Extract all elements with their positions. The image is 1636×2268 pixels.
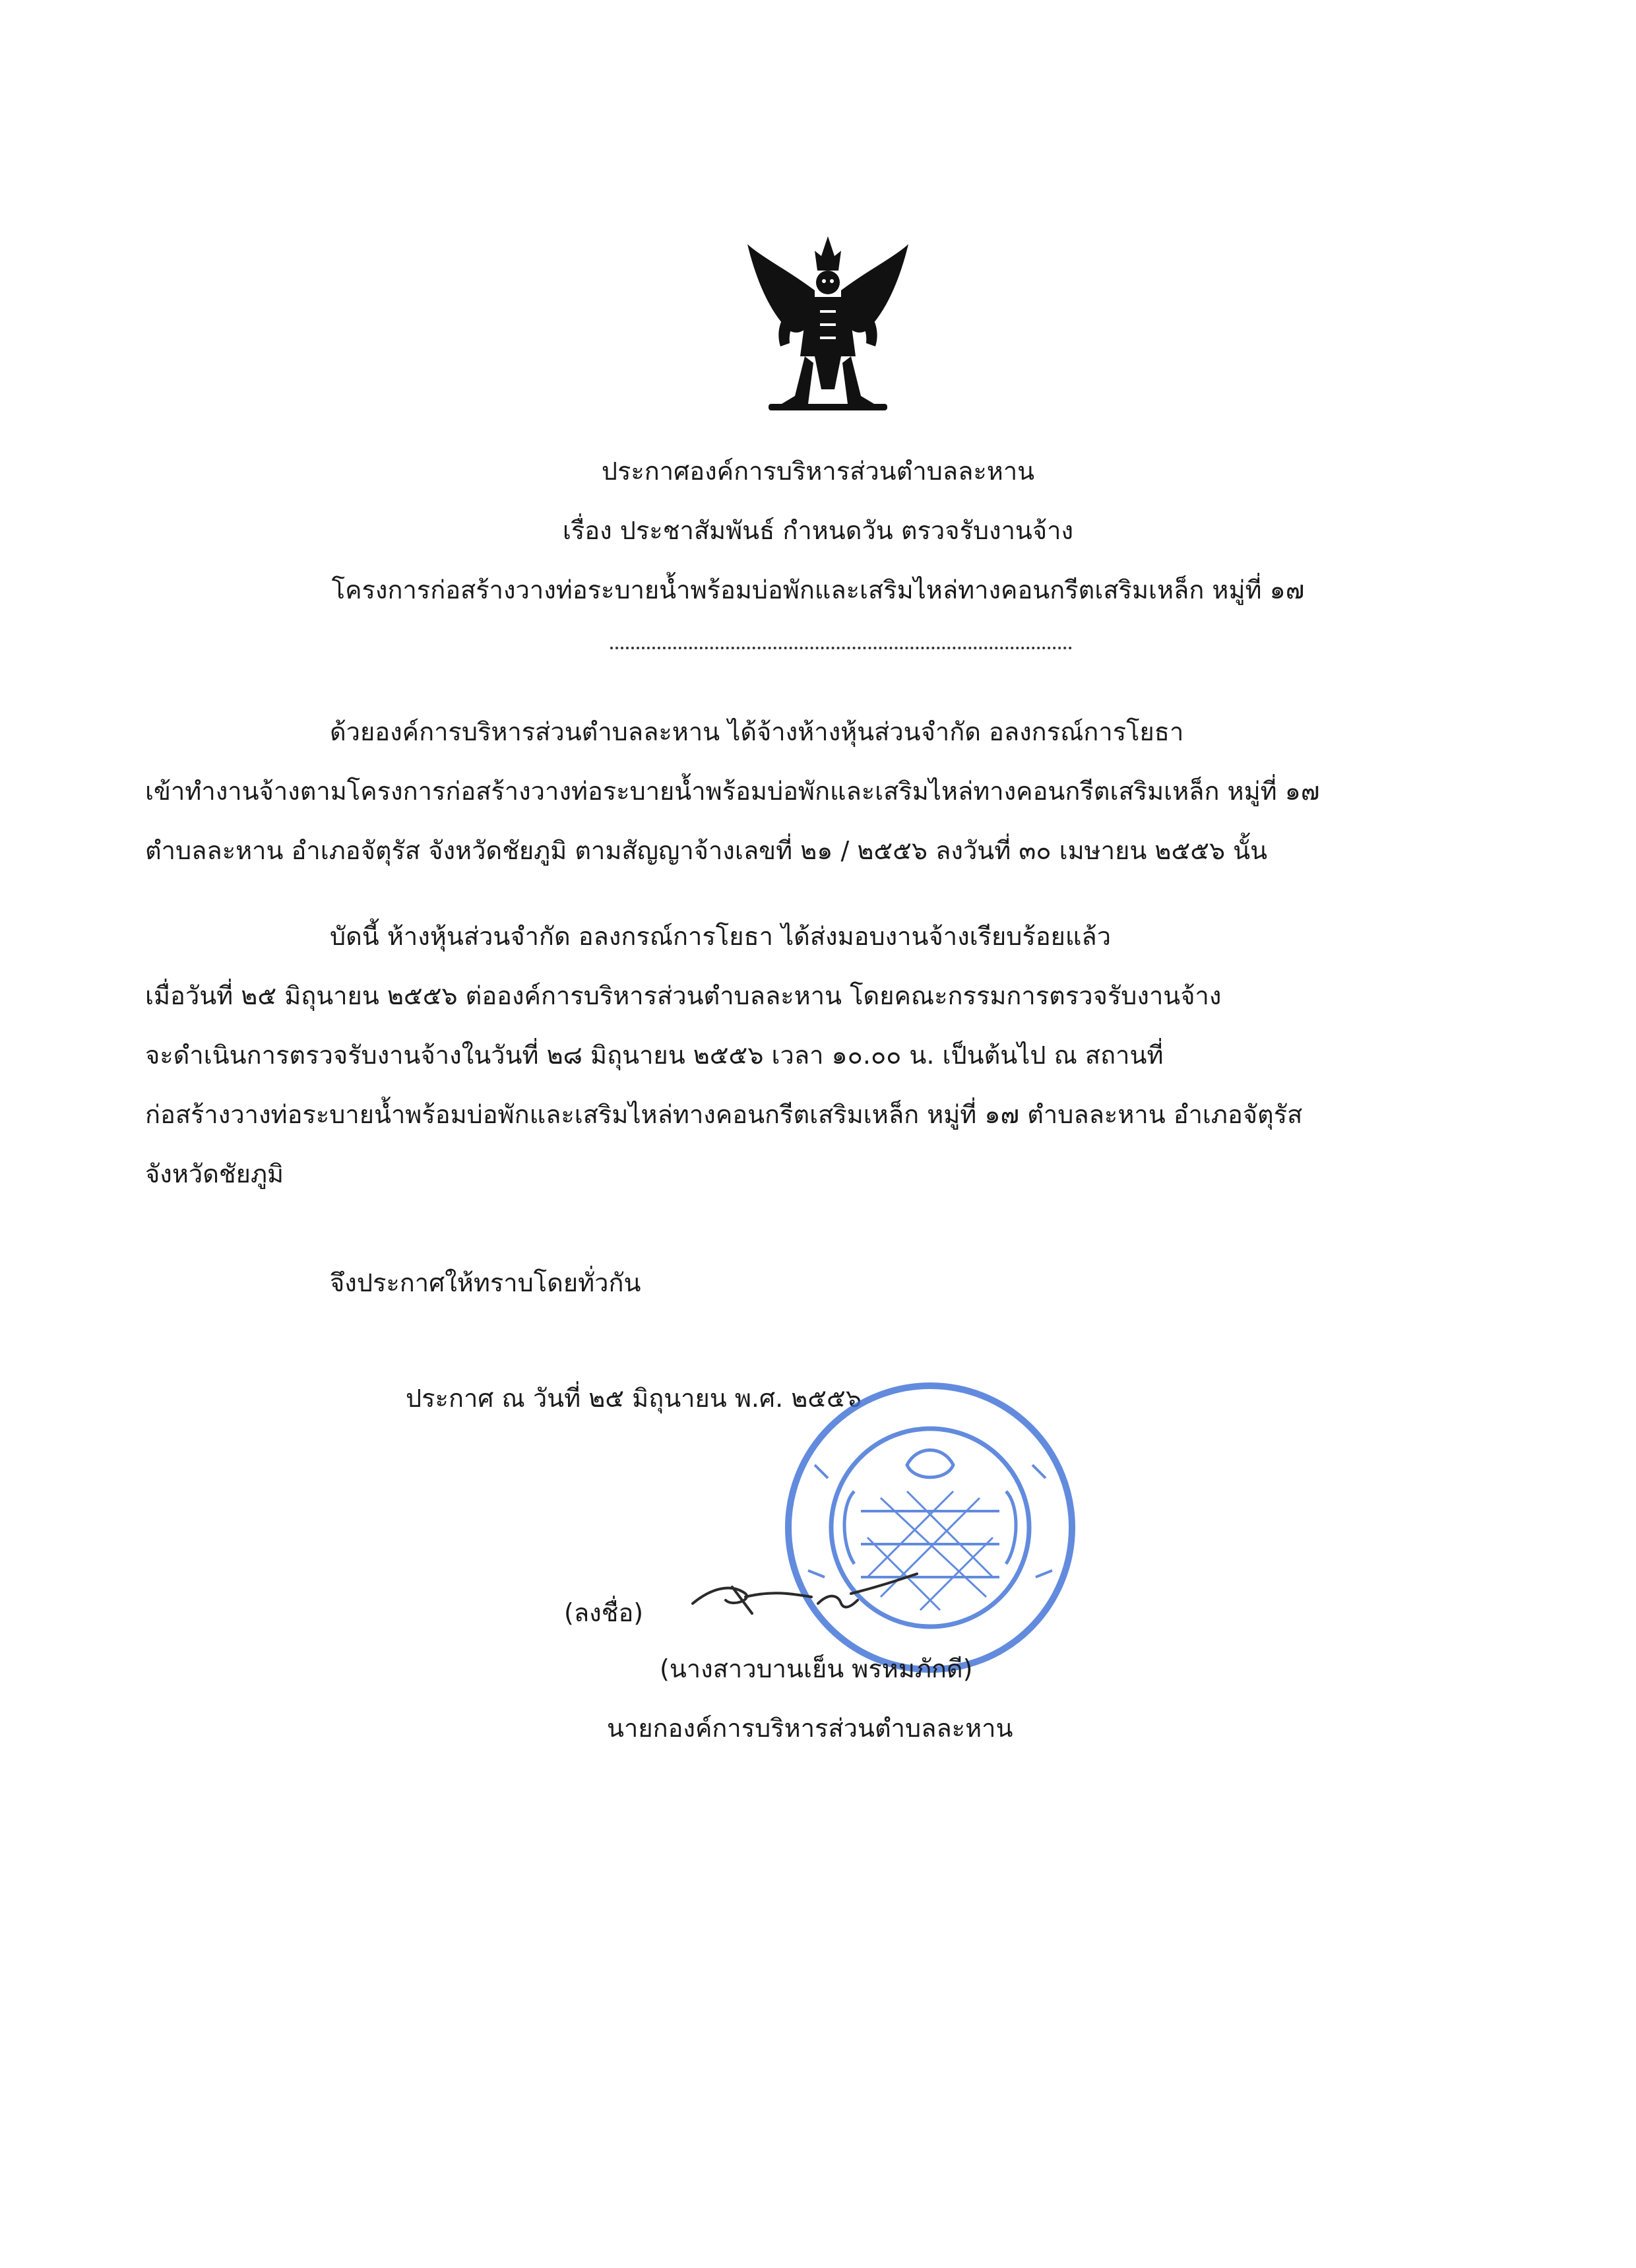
signatory-name: (นางสาวบานเย็น พรหมภักดี) bbox=[660, 1654, 973, 1683]
signatory-position: นายกองค์การบริหารส่วนตำบลละหาน bbox=[607, 1714, 1013, 1743]
garuda-emblem-icon bbox=[742, 231, 914, 429]
announcement-subject: เรื่อง ประชาสัมพันธ์ กำหนดวัน ตรวจรับงานจ้าง bbox=[562, 516, 1074, 545]
paragraph-2-line-2: เมื่อวันที่ ๒๕ มิถุนายน ๒๕๕๖ ต่อองค์การบริหารส่วนตำบลละหาน โดยคณะกรรมการตรวจรับงานจ้าง bbox=[145, 981, 1222, 1010]
closing-statement: จึงประกาศให้ทราบโดยทั่วกัน bbox=[330, 1268, 641, 1297]
paragraph-2-line-3: จะดำเนินการตรวจรับงานจ้างในวันที่ ๒๘ มิถุนายน ๒๕๕๖ เวลา ๑๐.๐๐ น. เป็นต้นไป ณ สถานที่ bbox=[145, 1041, 1164, 1070]
paragraph-1-line-1: ด้วยองค์การบริหารส่วนตำบลละหาน ได้จ้างห้างหุ้นส่วนจำกัด อลงกรณ์การโยธา bbox=[330, 717, 1184, 746]
handwritten-signature bbox=[686, 1567, 924, 1627]
dotted-divider bbox=[610, 647, 1072, 649]
paragraph-1-line-2: เข้าทำงานจ้างตามโครงการก่อสร้างวางท่อระบายน้ำพร้อมบ่อพักและเสริมไหล่ทางคอนกรีตเสริมเหล็ก หมู่ที่ ๑๗ bbox=[145, 777, 1320, 806]
sign-label: (ลงชื่อ) bbox=[564, 1598, 644, 1627]
announcement-date: ประกาศ ณ วันที่ ๒๕ มิถุนายน พ.ศ. ๒๕๕๖ bbox=[406, 1384, 862, 1413]
paragraph-2-line-5: จังหวัดชัยภูมิ bbox=[145, 1159, 284, 1188]
paragraph-1-line-3: ตำบลละหาน อำเภอจัตุรัส จังหวัดชัยภูมิ ตามสัญญาจ้างเลขที่ ๒๑ / ๒๕๕๖ ลงวันที่ ๓๐ เมษายน ๒๕๕๖ นั้น bbox=[145, 836, 1268, 865]
paragraph-2-line-4: ก่อสร้างวางท่อระบายน้ำพร้อมบ่อพักและเสริมไหล่ทางคอนกรีตเสริมเหล็ก หมู่ที่ ๑๗ ตำบลละหาน อำเภอจัตุรัส bbox=[145, 1100, 1303, 1129]
official-seal-icon bbox=[775, 1373, 1085, 1683]
project-title: โครงการก่อสร้างวางท่อระบายน้ำพร้อมบ่อพักและเสริมไหล่ทางคอนกรีตเสริมเหล็ก หมู่ที่ ๑๗ bbox=[331, 575, 1305, 604]
paragraph-2-line-1: บัดนี้ ห้างหุ้นส่วนจำกัด อลงกรณ์การโยธา ได้ส่งมอบงานจ้างเรียบร้อยแล้ว bbox=[330, 922, 1112, 951]
announcement-title: ประกาศองค์การบริหารส่วนตำบลละหาน bbox=[601, 457, 1035, 486]
